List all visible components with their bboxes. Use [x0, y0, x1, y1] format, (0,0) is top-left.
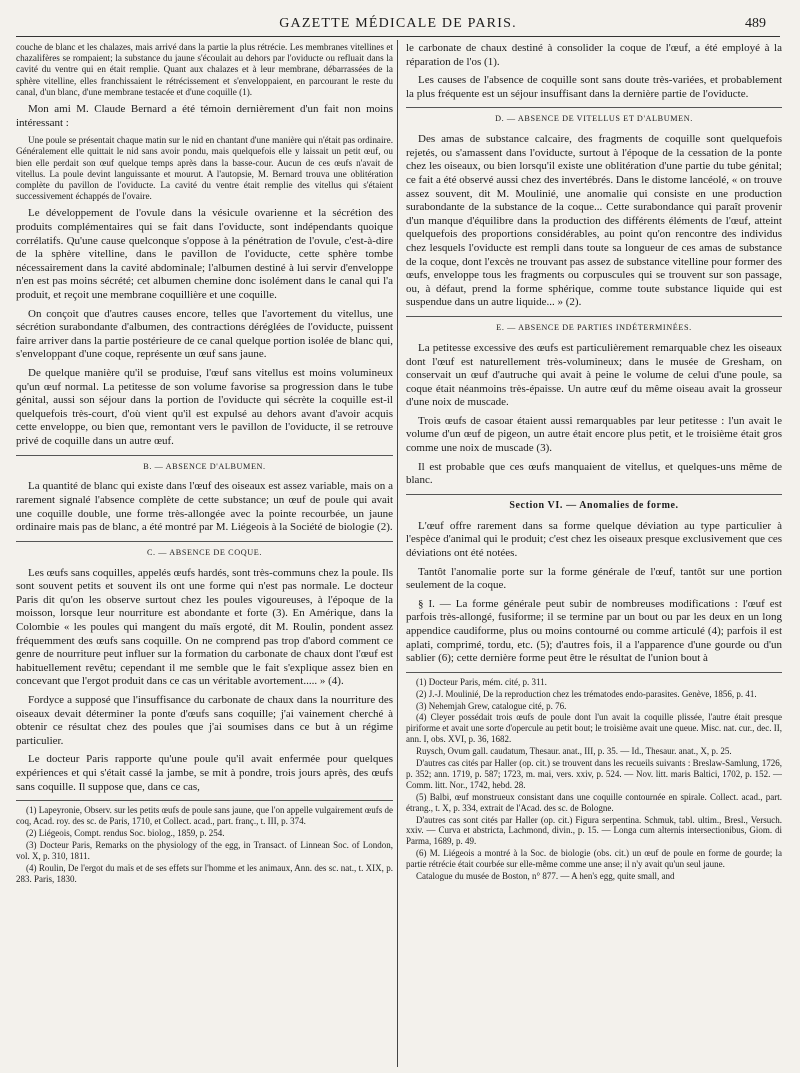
- paragraph: Tantôt l'anomalie porte sur la forme générale de l'œuf, tantôt sur une portion seulement de la coque.: [406, 565, 782, 592]
- page-header: [16, 14, 780, 37]
- paragraph: La petitesse excessive des œufs est particulièrement remarquable chez les oiseaux dont l'œuf est naturellement très-volumineux; dans le musée de Gresham, on conservait un œuf d'autruche qui avait à peine le volume de celui d'une poule, sa coque était néanmoins très-épaisse. Un autre œuf du même oiseau avait la grosseur d'une noix de muscade.: [406, 341, 782, 409]
- section-heading: D. — ABSENCE DE VITELLUS ET D'ALBUMEN.: [406, 107, 782, 126]
- footnote: (4) Cleyer possédait trois œufs de poule dont l'un avait la coquille plissée, l'autre était presque piriforme et avait une sorte d'opercule au petit bout; le troisième avait une queue. Misc. nat. cur., dec. II, ann. I, obs. XVI, p. 36, 1682.: [406, 712, 782, 745]
- paragraph: Il est probable que ces œufs manquaient de vitellus, et quelques-uns même de blanc.: [406, 460, 782, 487]
- paragraph: Des amas de substance calcaire, des fragments de coquille sont quelquefois rejetés, ou s'amassent dans l'oviducte, surtout à l'époque de la cessation de la ponte chez les oiseaux, ou bien lorsqu'il existe une oblitération d'une partie du tube génital; ce fait a été observé aussi chez des invertébrés. Dans le distome lancéolé, « on trouve assez souvent, dit M. Moulinié, une anomalie qui consiste en une production surabondante de la substance de la coque... Cette surabondance qui paraît provenir d'un manque d'équilibre dans la production des différents éléments de l'œuf, atteint quelquefois des proportions considérables, au point qu'on rencontre des individus chez lesquels l'oviducte est rempli dans toute sa longueur de ces amas de substance de la coque, dont l'excès ne trouvant pas assez de substance vitelline pour former des œufs, enveloppe tous les fragments ou corpuscules qui se trouvent sur son passage, ou, à défaut, prend la forme sphérique, comme toute substance liquide qui est suspendue dans un autre liquide... » (2).: [406, 133, 782, 309]
- paragraph: Le développement de l'ovule dans la vésicule ovarienne et la sécrétion des produits complémentaires qui se fait dans l'oviducte, sont indépendants quoique corrélatifs. Qu'une cause quelconque s'oppose à la pénétration de l'ovule, c'est-à-dire de la sphère vitelline, dans le pavillon de l'oviducte, cette sphère tombe nécessairement dans la cavité abdominale; l'albumen destiné à lui servir d'enveloppe n'en est pas moins sécrété; cet albumen chemine donc isolément dans le canal qui l'a produit, et reçoit une membrane coquillière et une coquille.: [16, 207, 393, 301]
- section-heading: E. — ABSENCE DE PARTIES INDÉTERMINÉES.: [406, 316, 782, 335]
- footnote-rule: [406, 672, 782, 673]
- footnote: (4) Roulin, De l'ergot du maïs et de ses effets sur l'homme et les animaux, Ann. des sc. nat., t. XIX, p. 283. Paris, 1830.: [16, 862, 393, 884]
- footnote: (1) Lapeyronie, Observ. sur les petits œufs de poule sans jaune, que l'on appelle vulgairement œufs de coq, Acad. roy. des sc. de Paris, 1710, et Collect. acad., part. franç., t. III, p. 374.: [16, 805, 393, 827]
- paragraph: Mon ami M. Claude Bernard a été témoin dernièrement d'un fait non moins intéressant :: [16, 103, 393, 129]
- paragraph: Les causes de l'absence de coquille sont sans doute très-variées, et probablement la plus fréquente est un séjour insuffisant dans la dernière partie de l'oviducte.: [406, 74, 782, 100]
- footnote: Ruysch, Ovum gall. caudatum, Thesaur. anat., III, p. 35. — Id., Thesaur. anat., X, p. 25.: [416, 746, 732, 757]
- paragraph: La quantité de blanc qui existe dans l'œuf des oiseaux est assez variable, mais on a rarement signalé l'absence complète de cette substance; un œuf de poule qui avait une coquille double, une forme très-allongée avec la pointe recourbée, un jaune ordinaire mais pas de blanc, a été montré par M. Liégeois à la Société de biologie (2).: [16, 480, 393, 534]
- footnote-rule: [16, 800, 393, 801]
- running-title: GAZETTE MÉDICALE DE PARIS.: [279, 16, 517, 31]
- footnote: (2) J.-J. Moulinié, De la reproduction chez les trématodes endo-parasites. Genève, 1856, p. 41.: [416, 688, 757, 699]
- section-heading: Section VI. — Anomalies de forme.: [406, 494, 782, 513]
- footnote: (2) Liégeois, Compt. rendus Soc. biolog., 1859, p. 254.: [26, 828, 225, 839]
- section-heading: B. — ABSENCE D'ALBUMEN.: [16, 455, 393, 474]
- left-column: [16, 42, 393, 1067]
- right-column: [406, 42, 782, 1067]
- paragraph: Les œufs sans coquilles, appelés œufs hardés, sont très-communs chez la poule. Ils sont souvent petits et souvent ils ont une forme qui n'est pas normale. Le docteur Paris dit qu'on les observe surtout chez les poules vigoureuses, à l'époque de la moisson, lorsque leur nourriture est abondante et forte (3). En Amérique, dans la Colombie « les poules qui mangent du maïs ergoté, dit M. Roulin, pondent assez fréquemment des œufs sans coquille. On ne comprend pas trop d'abord comment ce genre de nourriture peut influer sur la formation du carbonate de chaux dont l'œuf est habituellement revêtu; cependant il me semble que le fait s'explique assez bien en concevant que l'ergot produit dans ce cas un véritable avortement..... » (4).: [16, 566, 393, 688]
- footnote: (6) M. Liégeois a montré à la Soc. de biologie (obs. cit.) un œuf de poule en forme de gourde; la partie rétrécie était courbée sur elle-même comme une anse; il n'y avait qu'un seul jaune.: [406, 848, 782, 870]
- section-heading: C. — ABSENCE DE COQUE.: [16, 541, 393, 560]
- paragraph: couche de blanc et les chalazes, mais arrivé dans la partie la plus rétrécie. Les membranes vitellines et chazalifères se rompaient; la substance du jaune s'écoulait au dehors par l'oviducte ou refluait dans la cavité du ventre qui en était remplie. Quant aux chalazes et à leur membrane, débarrassées de la sphère vitelline, elles franchissaient le rétrécissement et s'enveloppaient, en parcourant le reste du canal, d'un blanc, d'une membrane testacée et d'une coquille (1).: [16, 42, 393, 97]
- footnote: Catalogue du musée de Boston, n° 877. — A hen's egg, quite small, and: [416, 871, 675, 882]
- footnote: D'autres cas cités par Haller (op. cit.) se trouvent dans les recueils suivants : Breslaw-Samlung, 1726, p. 352; ann. 1719, p. 587; 1723, m. mai, vers. xxiv, p. 524. — Nov. litt. maris Baltici, 1702, p. 152. — Comm. litt. Nor., 1742, hebd. 28.: [406, 758, 782, 790]
- paragraph: On conçoit que d'autres causes encore, telles que l'avortement du vitellus, une sécrétion surabondante d'albumen, des contractions déréglées de l'oviducte, puissent faire arriver dans la partie postérieure de ce canal quelque portion isolée de blanc qui, s'enveloppant d'une coque, représente un œuf sans jaune.: [16, 307, 393, 361]
- footnote: (3) Docteur Paris, Remarks on the physiology of the egg, in Transact. of Linnean Soc. of London, vol. X, p. 310, 1811.: [16, 839, 393, 861]
- quoted-observation: Une poule se présentait chaque matin sur le nid en chantant d'une manière qui n'était pas ordinaire. Généralement elle quittait le nid sans avoir pondu, mais quelquefois elle y laissait un petit œuf, ou bien elle perdait son œuf quelque temps après dans la basse-cour. Aucun de ces œufs n'avait de vitellus. La poule devint languissante et mourut. A l'autopsie, M. Bernard trouva une oblitération complète du pavillon de l'oviducte. La cavité du ventre était remplie des vitellus qui s'étaient successivement échappés de l'ovaire.: [16, 135, 393, 202]
- footnote: D'autres cas sont cités par Haller (op. cit.) Figura serpentina. Schmuk, tabl. ultim., Bresl., Versuch. xxiv. — Curva et abstricta, Lachmond, divin., p. 15. — Longa cum alternis intersectionibus, Giom. di Parma, 1689, p. 49.: [406, 814, 782, 847]
- paragraph: Trois œufs de casoar étaient aussi remarquables par leur petitesse : l'un avait le volume d'un œuf de pigeon, un autre était encore plus petit, et le troisième était gros comme une noix de muscade (3).: [406, 414, 782, 455]
- paragraph: Le docteur Paris rapporte qu'une poule qu'il avait enfermée pour quelques expériences et qui s'était cassé la jambe, se mit à pondre, trois jours après, des œufs sans coquille. Il suppose que, dans ce cas,: [16, 753, 393, 793]
- page-number: 489: [745, 16, 766, 31]
- paragraph: § I. — La forme générale peut subir de nombreuses modifications : l'œuf est parfois très-allongé, fusiforme; il se termine par un bout ou par les deux en un long appendice caudiforme, plus ou moins contourné ou comme articulé (4); parfois il est aplati, comprimé, tordu, etc. (5); d'autres fois, il a l'apparence d'une gourde ou d'un sablier (6); cette dernière forme peut être le résultat de l'union bout à: [406, 597, 782, 665]
- paragraph: De quelque manière qu'il se produise, l'œuf sans vitellus est moins volumineux qu'un œuf normal. La petitesse de son volume favorise sa progression dans le tube génital, aussi son séjour dans la portion de l'oviducte qui sécrète la coquille est-il quelquefois très-court, d'où vient qu'il est expulsé au dehors avant d'avoir acquis cette enveloppe, ou bien que, remontant vers le pavillon de l'oviducte, il se retrouve privé de coquille dans un autre œuf.: [16, 366, 393, 447]
- column-divider: [397, 40, 398, 1067]
- footnote: (3) Nehemjah Grew, catalogue cité, p. 76.: [416, 700, 567, 711]
- footnote: (1) Docteur Paris, mém. cité, p. 311.: [416, 676, 547, 687]
- paragraph: L'œuf offre rarement dans sa forme quelque déviation au type particulier à l'espèce d'animal qui le produit; c'est chez les oiseaux presque exclusivement que ces déviations ont été notées.: [406, 519, 782, 559]
- paragraph: le carbonate de chaux destiné à consolider la coque de l'œuf, a été employé à la réparation de l'os (1).: [406, 42, 782, 68]
- footnote: (5) Balbi, œuf monstrueux consistant dans une coquille contournée en spirale. Collect. acad., part. étrang., t. X, p. 334, extrait de l'Acad. des sc. de Bologne.: [406, 791, 782, 813]
- paragraph: Fordyce a supposé que l'insuffisance du carbonate de chaux dans la nourriture des oiseaux devait déterminer la ponte d'œufs sans coquille; j'ai vainement cherché à obtenir ce résultat chez des poules que j'ai soumises dans ce but à un régime particulier.: [16, 694, 393, 747]
